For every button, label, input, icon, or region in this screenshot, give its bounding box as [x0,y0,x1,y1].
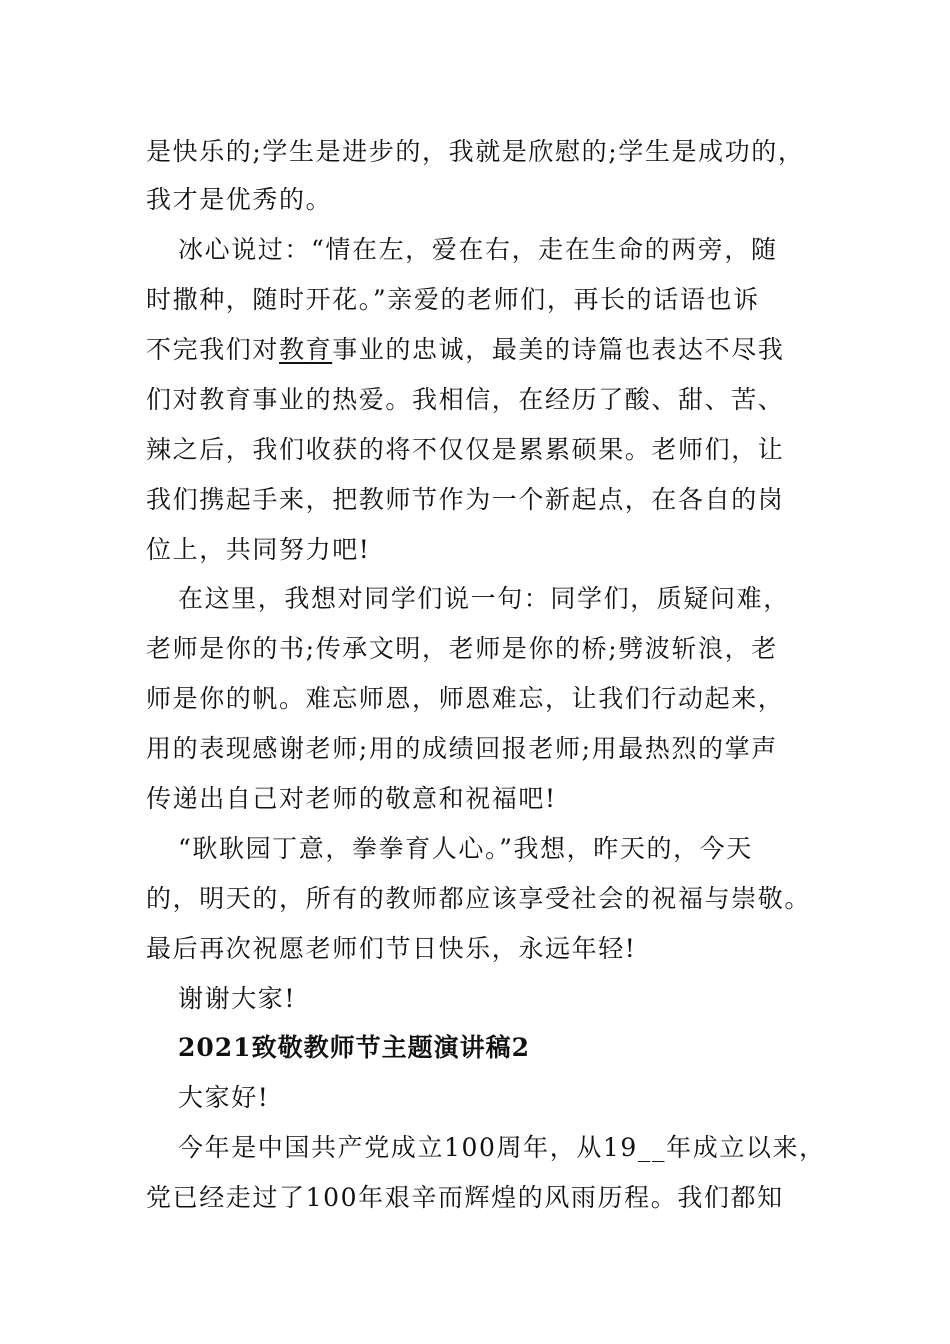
text-line: 在这里，我想对同学们说一句：同学们，质疑问难， [178,584,790,613]
text-line: 党已经走过了100年艰辛而辉煌的风雨历程。我们都知 [146,1183,784,1212]
text-line: 辣之后，我们收获的将不仅仅是累累硕果。老师们，让 [146,435,785,464]
text-line [146,334,784,366]
text-line: 们对教育事业的热爱。我相信，在经历了酸、甜、苦、 [146,385,785,414]
text-line: 师是你的帆。难忘师恩，师恩难忘，让我们行动起来， [146,684,785,713]
text-line: 老师是你的书;传承文明，老师是你的桥;劈波斩浪，老 [146,634,778,663]
text-line: 传递出自己对老师的敬意和祝福吧! [146,784,557,813]
text-line: “耿耿园丁意，拳拳育人心。”我想，昨天的，今天 [178,834,753,863]
text-line: 大家好! [178,1083,270,1112]
text-line: 最后再次祝愿老师们节日快乐，永远年轻! [146,934,637,963]
text-line: 的，明天的，所有的教师都应该享受社会的祝福与崇敬。 [146,884,812,913]
text-line: 位上，共同努力吧! [146,535,371,564]
section-heading: 2021致敬教师节主题演讲稿2 [178,1033,530,1062]
text-line: 用的表现感谢老师;用的成绩回报老师;用最热烈的掌声 [146,734,778,763]
text-line: 我才是优秀的。 [146,185,333,214]
text-line: 时撒种，随时开花。”亲爱的老师们，再长的话语也诉 [146,285,760,314]
education-link[interactable]: 教育 [279,335,333,364]
text-segment: 不完我们对 [146,335,280,364]
text-line: 是快乐的;学生是进步的，我就是欣慰的;学生是成功的， [146,137,805,166]
text-line: 今年是中国共产党成立100周年，从19__年成立以来， [178,1133,826,1162]
text-line: 谢谢大家! [178,984,297,1013]
text-segment: 事业的忠诚，最美的诗篇也表达不尽我 [332,335,785,364]
text-line: 冰心说过：“情在左，爱在右，走在生命的两旁，随 [178,235,778,264]
text-line: 我们携起手来，把教师节作为一个新起点，在各自的岗 [146,485,785,514]
